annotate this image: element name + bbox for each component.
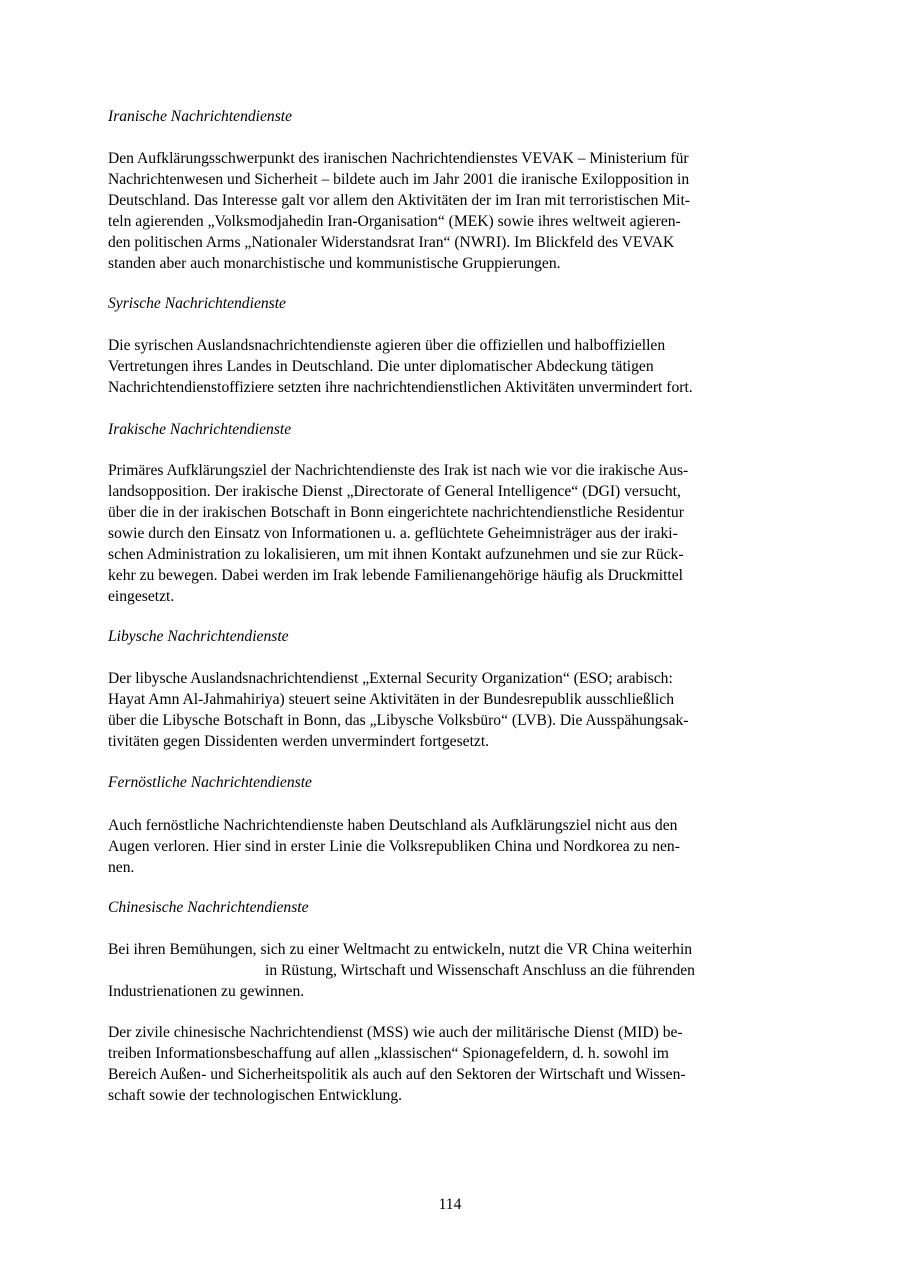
paragraph-iran: [108, 148, 748, 274]
text-line: schen Administration zu lokalisieren, um mit ihnen Kontakt aufzunehmen und sie zur Rück-: [108, 546, 684, 563]
paragraph-china-2: [108, 1022, 748, 1106]
text-line: schaft sowie der technologischen Entwicklung.: [108, 1087, 403, 1104]
text-line: Der libysche Auslandsnachrichtendienst „External Security Organization“ (ESO; arabisch:: [108, 670, 673, 687]
text-line: Der zivile chinesische Nachrichtendienst (MSS) wie auch der militärische Dienst (MID) be-: [108, 1024, 683, 1041]
text-line: sowie durch den Einsatz von Informationen u. a. geflüchtete Geheimnisträger aus der iraki-: [108, 525, 678, 542]
text-line: Bereich Außen- und Sicherheitspolitik als auch auf den Sektoren der Wirtschaft und Wissen-: [108, 1066, 686, 1083]
text-line: Primäres Aufklärungsziel der Nachrichtendienste des Irak ist nach wie vor die irakische Aus-: [108, 462, 689, 479]
text-line: den politischen Arms „Nationaler Widerstandsrat Iran“ (NWRI). Im Blickfeld des VEVAK: [108, 234, 675, 251]
text-line: Hayat Amn Al-Jahmahiriya) steuert seine Aktivitäten in der Bundesrepublik ausschließlich: [108, 691, 675, 708]
text-line: Auch fernöstliche Nachrichtendienste haben Deutschland als Aufklärungsziel nicht aus den: [108, 817, 678, 834]
paragraph-china-1: [108, 939, 748, 1002]
text-line: tivitäten gegen Dissidenten werden unvermindert fortgesetzt.: [108, 733, 490, 750]
text-line: kehr zu bewegen. Dabei werden im Irak lebende Familienangehörige häufig als Druckmittel: [108, 567, 684, 584]
section-heading-syria: Syrische Nachrichtendienste: [108, 295, 286, 312]
section-heading-far-east: Fernöstliche Nachrichtendienste: [108, 774, 312, 791]
section-heading-iran: Iranische Nachrichtendienste: [108, 108, 293, 125]
text-line: nen.: [108, 859, 135, 876]
paragraph-libya: [108, 668, 748, 752]
text-line: Vertretungen ihres Landes in Deutschland. Die unter diplomatischer Abdeckung tätigen: [108, 358, 654, 375]
text-line: über die Libysche Botschaft in Bonn, das „Libysche Volksbüro“ (LVB). Die Ausspähungsak-: [108, 712, 689, 729]
text-line: Die syrischen Auslandsnachrichtendienste agieren über die offiziellen und halboffiziellen: [108, 337, 666, 354]
text-line: treiben Informationsbeschaffung auf allen „klassischen“ Spionagefeldern, d. h. sowohl im: [108, 1045, 669, 1062]
text-line: teln agierenden „Volksmodjahedin Iran-Organisation“ (MEK) sowie ihres weltweit agieren-: [108, 213, 681, 230]
page-number: 114: [438, 1196, 462, 1213]
text-line: in Rüstung, Wirtschaft und Wissenschaft Anschluss an die führenden: [265, 962, 695, 979]
text-line: Bei ihren Bemühungen, sich zu einer Weltmacht zu entwickeln, nutzt die VR China weiterhin: [108, 941, 693, 958]
text-line: Augen verloren. Hier sind in erster Linie die Volksrepubliken China und Nordkorea zu nen-: [108, 838, 680, 855]
paragraph-syria: [108, 335, 748, 398]
paragraph-far-east: [108, 815, 748, 878]
text-line: Nachrichtenwesen und Sicherheit – bildete auch im Jahr 2001 die iranische Exilopposition in: [108, 171, 690, 188]
text-line: Deutschland. Das Interesse galt vor allem den Aktivitäten der im Iran mit terroristischen Mit-: [108, 192, 691, 209]
section-heading-libya: Libysche Nachrichtendienste: [108, 628, 289, 645]
text-line: landsopposition. Der irakische Dienst „Directorate of General Intelligence“ (DGI) versucht,: [108, 483, 681, 500]
text-line: über die in der irakischen Botschaft in Bonn eingerichtete nachrichtendienstliche Residentur: [108, 504, 684, 521]
text-line: eingesetzt.: [108, 588, 175, 605]
section-heading-china: Chinesische Nachrichtendienste: [108, 899, 309, 916]
text-line: standen aber auch monarchistische und kommunistische Gruppierungen.: [108, 255, 561, 272]
text-line: Industrienationen zu gewinnen.: [108, 983, 305, 1000]
text-line: Nachrichtendienstoffiziere setzten ihre nachrichtendienstlichen Aktivitäten unvermindert fort.: [108, 379, 693, 396]
text-line: Den Aufklärungsschwerpunkt des iranischen Nachrichtendienstes VEVAK – Ministerium für: [108, 150, 689, 167]
paragraph-iraq: [108, 460, 748, 607]
section-heading-iraq: Irakische Nachrichtendienste: [108, 421, 292, 438]
